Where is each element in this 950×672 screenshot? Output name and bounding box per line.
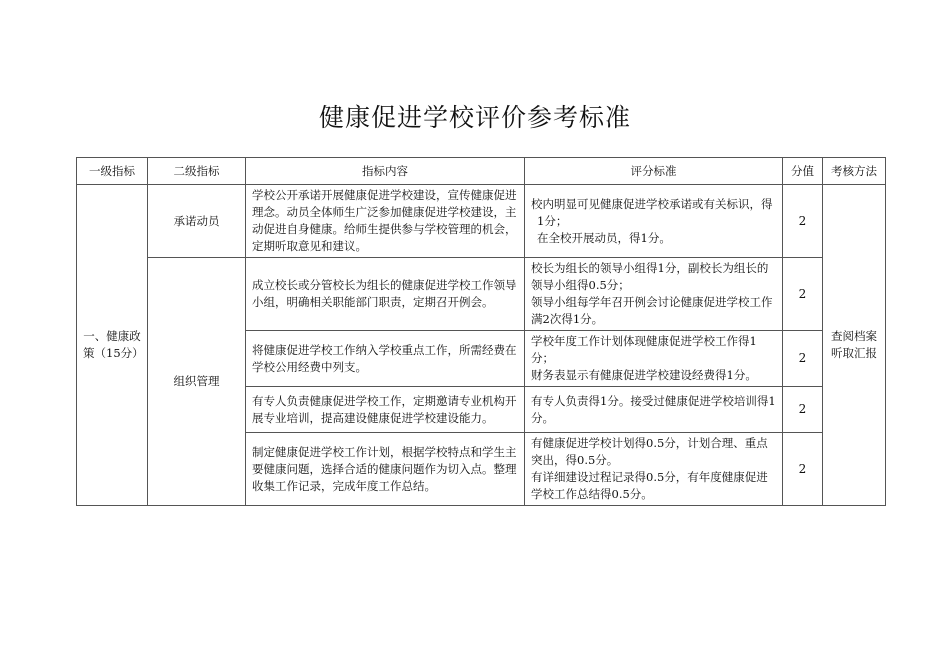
header-points: 分值 bbox=[783, 158, 823, 185]
page-title: 健康促进学校评价参考标准 bbox=[318, 103, 631, 132]
content-cell: 制定健康促进学校工作计划，根据学校特点和学生主要健康问题，选择合适的健康问题作为切入点。整理收集工作记录，完成年度工作总结。 bbox=[246, 433, 525, 506]
criteria-line: 领导小组每学年召开例会讨论健康促进学校工作满2次得1分。 bbox=[531, 295, 773, 326]
criteria-line: 在全校开展动员，得1分。 bbox=[537, 230, 671, 245]
table-row bbox=[77, 258, 886, 331]
criteria-line: 有专人负责得1分。接受过健康促进学校培训得1分。 bbox=[531, 393, 776, 425]
criteria-line: 1分； bbox=[537, 213, 568, 228]
content-cell: 将健康促进学校工作纳入学校重点工作，所需经费在学校公用经费中列支。 bbox=[246, 331, 525, 387]
points-cell: 2 bbox=[783, 331, 823, 387]
level1-label-line2: 策（15分） bbox=[83, 346, 144, 360]
method-cell bbox=[823, 185, 886, 506]
criteria-cell bbox=[525, 185, 783, 258]
header-method: 考核方法 bbox=[823, 158, 886, 185]
criteria-cell bbox=[525, 331, 783, 387]
criteria-line: 有详细建设过程记录得0.5分，有年度健康促进学校工作总结得0.5分。 bbox=[531, 470, 768, 501]
points-cell: 2 bbox=[783, 387, 823, 433]
header-level1: 一级指标 bbox=[77, 158, 148, 185]
points-cell: 2 bbox=[783, 433, 823, 506]
level1-label-line1: 一、健康政 bbox=[83, 329, 141, 343]
criteria-cell bbox=[525, 387, 783, 433]
points-cell: 2 bbox=[783, 185, 823, 258]
criteria-table bbox=[76, 157, 886, 506]
level1-cell bbox=[77, 185, 148, 506]
table-header-row bbox=[77, 158, 886, 185]
criteria-cell bbox=[525, 258, 783, 331]
content-cell: 有专人负责健康促进学校工作，定期邀请专业机构开展专业培训，提高建设健康促进学校建设能力。 bbox=[246, 387, 525, 433]
criteria-cell bbox=[525, 433, 783, 506]
table-row bbox=[77, 185, 886, 258]
header-level2: 二级指标 bbox=[148, 158, 246, 185]
criteria-line: 有健康促进学校计划得0.5分，计划合理、重点突出，得0.5分。 bbox=[531, 436, 768, 467]
criteria-line: 财务表显示有健康促进学校建设经费得1分。 bbox=[531, 368, 757, 382]
header-criteria: 评分标准 bbox=[525, 158, 783, 185]
content-cell: 学校公开承诺开展健康促进学校建设，宣传健康促进理念。动员全体师生广泛参加健康促进学校建设，主动促进自身健康。给师生提供参与学校管理的机会，定期听取意见和建议。 bbox=[246, 185, 525, 258]
criteria-line: 校长为组长的领导小组得1分，副校长为组长的领导小组得0.5分； bbox=[531, 261, 769, 292]
content-cell: 成立校长或分管校长为组长的健康促进学校工作领导小组，明确相关职能部门职责，定期召开例会。 bbox=[246, 258, 525, 331]
header-content: 指标内容 bbox=[246, 158, 525, 185]
method-line1: 查阅档案 bbox=[831, 329, 877, 343]
level2-cell: 承诺动员 bbox=[148, 185, 246, 258]
method-line2: 听取汇报 bbox=[831, 346, 877, 360]
level2-cell: 组织管理 bbox=[148, 258, 246, 506]
points-cell: 2 bbox=[783, 258, 823, 331]
criteria-line: 学校年度工作计划体现健康促进学校工作得1分； bbox=[531, 334, 757, 365]
criteria-line: 校内明显可见健康促进学校承诺或有关标识，得 bbox=[531, 196, 773, 211]
